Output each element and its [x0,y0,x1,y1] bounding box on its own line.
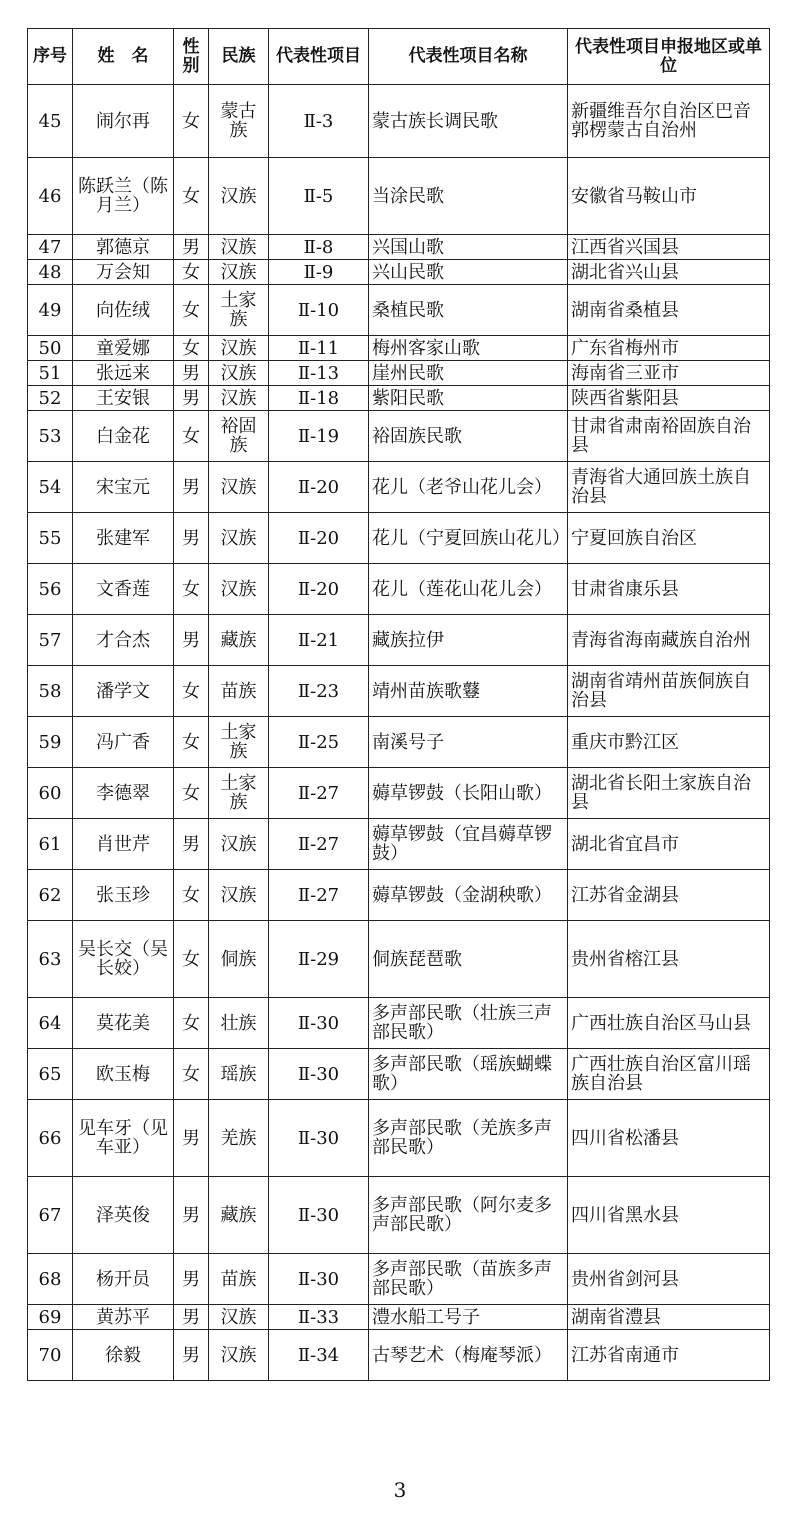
cell-project: 多声部民歌（羌族多声部民歌） [369,1100,568,1177]
cell-region: 江苏省金湖县 [568,870,770,921]
cell-code: Ⅱ-23 [269,666,369,717]
cell-gender: 男 [174,819,209,870]
cell-region: 新疆维吾尔自治区巴音郭楞蒙古自治州 [568,85,770,158]
cell-project: 薅草锣鼓（宜昌薅草锣鼓） [369,819,568,870]
table-row [28,870,770,921]
table-row [28,462,770,513]
table-row [28,819,770,870]
cell-gender: 女 [174,870,209,921]
cell-gender: 女 [174,666,209,717]
cell-name: 王安银 [73,386,174,411]
cell-seq: 59 [28,717,73,768]
cell-seq: 61 [28,819,73,870]
cell-ethnicity: 汉族 [209,564,269,615]
cell-ethnicity: 汉族 [209,386,269,411]
cell-project: 兴国山歌 [369,235,568,260]
table-row [28,285,770,336]
cell-name: 才合杰 [73,615,174,666]
table-row [28,386,770,411]
cell-name: 欧玉梅 [73,1049,174,1100]
cell-name: 冯广香 [73,717,174,768]
cell-region: 青海省大通回族土族自治县 [568,462,770,513]
cell-ethnicity: 土家族 [209,285,269,336]
cell-project: 藏族拉伊 [369,615,568,666]
cell-gender: 女 [174,336,209,361]
cell-gender: 男 [174,1254,209,1305]
cell-ethnicity: 汉族 [209,336,269,361]
cell-region: 四川省黑水县 [568,1177,770,1254]
cell-name: 张玉珍 [73,870,174,921]
cell-code: Ⅱ-33 [269,1305,369,1330]
cell-ethnicity: 藏族 [209,1177,269,1254]
cell-seq: 64 [28,998,73,1049]
cell-ethnicity: 汉族 [209,462,269,513]
cell-code: Ⅱ-30 [269,1254,369,1305]
cell-project: 花儿（宁夏回族山花儿） [369,513,568,564]
cell-project: 崖州民歌 [369,361,568,386]
cell-region: 陕西省紫阳县 [568,386,770,411]
cell-region: 广西壮族自治区马山县 [568,998,770,1049]
cell-seq: 55 [28,513,73,564]
cell-code: Ⅱ-20 [269,462,369,513]
cell-ethnicity: 羌族 [209,1100,269,1177]
cell-ethnicity: 侗族 [209,921,269,998]
cell-ethnicity: 藏族 [209,615,269,666]
cell-seq: 49 [28,285,73,336]
cell-project: 薅草锣鼓（长阳山歌） [369,768,568,819]
cell-code: Ⅱ-10 [269,285,369,336]
cell-ethnicity: 汉族 [209,1330,269,1381]
cell-project: 多声部民歌（阿尔麦多声部民歌） [369,1177,568,1254]
cell-region: 贵州省榕江县 [568,921,770,998]
cell-ethnicity: 土家族 [209,768,269,819]
cell-ethnicity: 汉族 [209,870,269,921]
cell-name: 文香莲 [73,564,174,615]
cell-gender: 女 [174,921,209,998]
header-code: 代表性项目 [269,29,369,85]
cell-seq: 58 [28,666,73,717]
cell-gender: 男 [174,235,209,260]
cell-ethnicity: 土家族 [209,717,269,768]
cell-region: 宁夏回族自治区 [568,513,770,564]
cell-seq: 66 [28,1100,73,1177]
cell-ethnicity: 苗族 [209,666,269,717]
cell-code: Ⅱ-19 [269,411,369,462]
cell-code: Ⅱ-13 [269,361,369,386]
cell-region: 甘肃省肃南裕固族自治县 [568,411,770,462]
table-row [28,998,770,1049]
cell-code: Ⅱ-27 [269,768,369,819]
cell-ethnicity: 汉族 [209,158,269,235]
cell-gender: 女 [174,85,209,158]
cell-project: 桑植民歌 [369,285,568,336]
cell-project: 梅州客家山歌 [369,336,568,361]
table-row [28,235,770,260]
cell-code: Ⅱ-11 [269,336,369,361]
cell-project: 古琴艺术（梅庵琴派） [369,1330,568,1381]
cell-code: Ⅱ-9 [269,260,369,285]
cell-name: 童爱娜 [73,336,174,361]
cell-code: Ⅱ-3 [269,85,369,158]
cell-seq: 56 [28,564,73,615]
cell-gender: 女 [174,158,209,235]
cell-name: 万会知 [73,260,174,285]
cell-project: 蒙古族长调民歌 [369,85,568,158]
cell-ethnicity: 汉族 [209,513,269,564]
cell-seq: 45 [28,85,73,158]
cell-region: 湖南省靖州苗族侗族自治县 [568,666,770,717]
table-row [28,921,770,998]
cell-seq: 63 [28,921,73,998]
cell-name: 闹尔再 [73,85,174,158]
cell-code: Ⅱ-8 [269,235,369,260]
cell-gender: 男 [174,361,209,386]
cell-region: 贵州省剑河县 [568,1254,770,1305]
cell-seq: 60 [28,768,73,819]
cell-name: 张建军 [73,513,174,564]
cell-project: 澧水船工号子 [369,1305,568,1330]
cell-project: 多声部民歌（壮族三声部民歌） [369,998,568,1049]
cell-project: 侗族琵琶歌 [369,921,568,998]
cell-region: 湖北省长阳土家族自治县 [568,768,770,819]
cell-seq: 48 [28,260,73,285]
cell-region: 江苏省南通市 [568,1330,770,1381]
cell-region: 广西壮族自治区富川瑶族自治县 [568,1049,770,1100]
cell-region: 青海省海南藏族自治州 [568,615,770,666]
cell-region: 湖北省宜昌市 [568,819,770,870]
cell-gender: 女 [174,260,209,285]
cell-seq: 57 [28,615,73,666]
cell-project: 花儿（老爷山花儿会） [369,462,568,513]
cell-gender: 男 [174,615,209,666]
cell-gender: 女 [174,411,209,462]
cell-ethnicity: 壮族 [209,998,269,1049]
cell-seq: 70 [28,1330,73,1381]
cell-region: 江西省兴国县 [568,235,770,260]
table-row [28,513,770,564]
table-row [28,361,770,386]
cell-gender: 男 [174,462,209,513]
table-row [28,717,770,768]
cell-code: Ⅱ-27 [269,870,369,921]
header-region: 代表性项目申报地区或单位 [568,29,770,85]
table-row [28,260,770,285]
table-row [28,1330,770,1381]
cell-code: Ⅱ-20 [269,564,369,615]
cell-name: 肖世芹 [73,819,174,870]
cell-code: Ⅱ-29 [269,921,369,998]
cell-seq: 46 [28,158,73,235]
cell-gender: 男 [174,386,209,411]
cell-seq: 53 [28,411,73,462]
cell-gender: 女 [174,564,209,615]
cell-name: 李德翠 [73,768,174,819]
table-row [28,1177,770,1254]
cell-gender: 男 [174,1330,209,1381]
page-number: 3 [393,1478,407,1502]
cell-name: 徐毅 [73,1330,174,1381]
table-row [28,158,770,235]
cell-region: 重庆市黔江区 [568,717,770,768]
cell-code: Ⅱ-18 [269,386,369,411]
cell-name: 宋宝元 [73,462,174,513]
table-row [28,1254,770,1305]
header-project: 代表性项目名称 [369,29,568,85]
cell-code: Ⅱ-30 [269,1049,369,1100]
cell-project: 紫阳民歌 [369,386,568,411]
cell-code: Ⅱ-30 [269,1177,369,1254]
cell-project: 兴山民歌 [369,260,568,285]
cell-region: 甘肃省康乐县 [568,564,770,615]
cell-seq: 67 [28,1177,73,1254]
cell-name: 泽英俊 [73,1177,174,1254]
heritage-inheritors-table [27,28,770,1381]
cell-seq: 47 [28,235,73,260]
header-name: 姓 名 [73,29,174,85]
cell-project: 靖州苗族歌鼟 [369,666,568,717]
cell-code: Ⅱ-20 [269,513,369,564]
cell-project: 南溪号子 [369,717,568,768]
cell-gender: 男 [174,1177,209,1254]
cell-code: Ⅱ-5 [269,158,369,235]
cell-seq: 54 [28,462,73,513]
cell-seq: 65 [28,1049,73,1100]
table-row [28,768,770,819]
table-row [28,1049,770,1100]
cell-code: Ⅱ-27 [269,819,369,870]
cell-gender: 女 [174,768,209,819]
cell-gender: 男 [174,513,209,564]
cell-seq: 68 [28,1254,73,1305]
cell-gender: 女 [174,285,209,336]
cell-name: 杨开员 [73,1254,174,1305]
cell-project: 花儿（莲花山花儿会） [369,564,568,615]
table-row [28,615,770,666]
table-row [28,336,770,361]
cell-ethnicity: 汉族 [209,819,269,870]
cell-name: 莫花美 [73,998,174,1049]
cell-gender: 女 [174,998,209,1049]
cell-seq: 52 [28,386,73,411]
cell-code: Ⅱ-30 [269,1100,369,1177]
table-header-row [28,29,770,85]
table-row [28,666,770,717]
cell-name: 陈跃兰（陈月兰） [73,158,174,235]
table-row [28,85,770,158]
cell-name: 潘学文 [73,666,174,717]
table-row [28,411,770,462]
cell-seq: 50 [28,336,73,361]
cell-gender: 男 [174,1305,209,1330]
cell-ethnicity: 苗族 [209,1254,269,1305]
cell-project: 裕固族民歌 [369,411,568,462]
cell-project: 多声部民歌（瑶族蝴蝶歌） [369,1049,568,1100]
cell-name: 黄苏平 [73,1305,174,1330]
table-row [28,1305,770,1330]
header-gender: 性别 [174,29,209,85]
header-ethnicity: 民族 [209,29,269,85]
cell-project: 当涂民歌 [369,158,568,235]
cell-ethnicity: 蒙古族 [209,85,269,158]
cell-ethnicity: 瑶族 [209,1049,269,1100]
cell-ethnicity: 汉族 [209,1305,269,1330]
cell-code: Ⅱ-34 [269,1330,369,1381]
cell-name: 张远来 [73,361,174,386]
table-row [28,1100,770,1177]
cell-gender: 女 [174,1049,209,1100]
cell-gender: 女 [174,717,209,768]
cell-name: 吴长交（吴长姣） [73,921,174,998]
cell-seq: 51 [28,361,73,386]
cell-region: 海南省三亚市 [568,361,770,386]
cell-region: 四川省松潘县 [568,1100,770,1177]
cell-ethnicity: 汉族 [209,260,269,285]
cell-gender: 男 [174,1100,209,1177]
cell-name: 向佐绒 [73,285,174,336]
table-row [28,564,770,615]
cell-region: 湖南省澧县 [568,1305,770,1330]
cell-code: Ⅱ-30 [269,998,369,1049]
cell-ethnicity: 汉族 [209,361,269,386]
cell-seq: 62 [28,870,73,921]
cell-code: Ⅱ-21 [269,615,369,666]
cell-code: Ⅱ-25 [269,717,369,768]
cell-ethnicity: 裕固族 [209,411,269,462]
cell-region: 湖南省桑植县 [568,285,770,336]
cell-name: 见车牙（见车亚） [73,1100,174,1177]
cell-region: 湖北省兴山县 [568,260,770,285]
cell-name: 白金花 [73,411,174,462]
header-seq: 序号 [28,29,73,85]
cell-seq: 69 [28,1305,73,1330]
cell-region: 安徽省马鞍山市 [568,158,770,235]
cell-project: 薅草锣鼓（金湖秧歌） [369,870,568,921]
cell-region: 广东省梅州市 [568,336,770,361]
cell-name: 郭德京 [73,235,174,260]
cell-project: 多声部民歌（苗族多声部民歌） [369,1254,568,1305]
cell-ethnicity: 汉族 [209,235,269,260]
